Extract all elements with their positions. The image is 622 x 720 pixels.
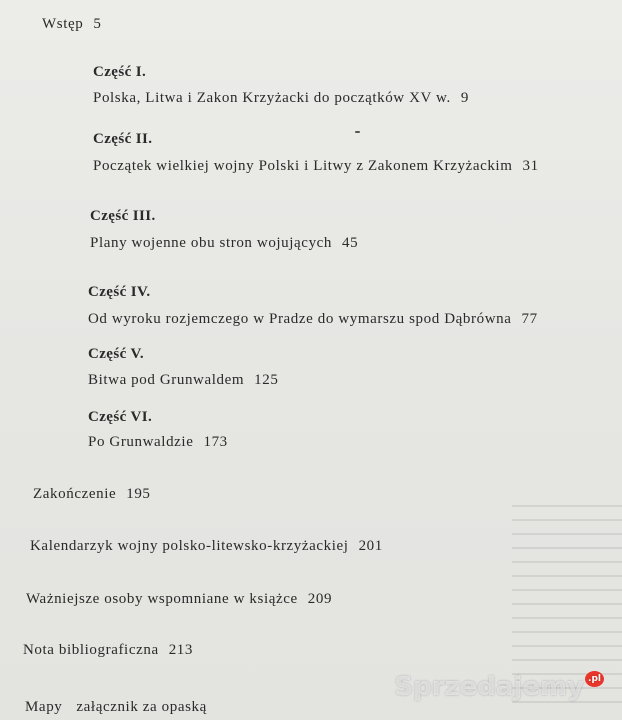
part-heading: Część I. — [93, 64, 147, 80]
toc-entry-part-4 — [88, 312, 538, 327]
toc-entry-part-2 — [93, 159, 539, 174]
entry-page: 213 — [168, 642, 194, 658]
toc-entry-part-5 — [88, 373, 278, 388]
entry-title: Polska, Litwa i Zakon Krzyżacki do początków XV w. — [93, 90, 451, 106]
watermark-logo — [394, 671, 604, 702]
part-heading: Część III. — [90, 208, 156, 224]
entry-title: Początek wielkiej wojny Polski i Litwy z Zakonem Krzyżackim — [93, 158, 513, 174]
entry-page: załącznik za opaską — [76, 699, 207, 715]
entry-title: Wstęp — [42, 16, 84, 32]
entry-title: Nota bibliograficzna — [23, 642, 159, 658]
entry-page: 9 — [460, 90, 469, 106]
entry-page: 125 — [254, 372, 279, 388]
toc-entry-part-6 — [88, 435, 228, 450]
entry-page: 173 — [203, 434, 228, 450]
watermark-badge: .pl — [585, 671, 604, 687]
part-heading: Część V. — [88, 346, 144, 362]
entry-title: Ważniejsze osoby wspomniane w książce — [26, 591, 298, 607]
entry-title: Mapy — [25, 699, 63, 715]
entry-title: Kalendarzyk wojny polsko-litewsko-krzyżackiej — [30, 538, 349, 554]
entry-page: 209 — [307, 591, 333, 607]
entry-title: Zakończenie — [33, 486, 117, 502]
toc-entry-maps — [25, 700, 207, 715]
entry-title: Po Grunwaldzie — [88, 434, 194, 450]
toc-entry-part-1 — [93, 91, 469, 106]
entry-page: 31 — [522, 158, 539, 174]
watermark-text: Sprzedajemy — [394, 672, 585, 702]
entry-page: 201 — [358, 538, 383, 554]
entry-title: Bitwa pod Grunwaldem — [88, 372, 245, 388]
toc-entry-bibliography — [23, 643, 193, 658]
part-heading: Część IV. — [88, 284, 151, 300]
toc-entry-persons — [26, 592, 332, 607]
entry-title: Od wyroku rozjemczego w Pradze do wymarszu spod Dąbrówna — [88, 311, 512, 327]
toc-entry-part-3 — [90, 236, 358, 251]
toc-entry-conclusion — [33, 487, 151, 502]
toc-entry-calendar — [30, 539, 383, 554]
entry-page: 195 — [126, 486, 151, 502]
toc-entry-intro — [42, 17, 101, 32]
entry-page: 45 — [342, 235, 359, 251]
entry-title: Plany wojenne obu stron wojujących — [90, 235, 333, 251]
entry-page: 77 — [521, 311, 538, 327]
paper-speck — [355, 131, 360, 133]
part-heading: Część II. — [93, 131, 153, 147]
part-heading: Część VI. — [88, 409, 153, 425]
entry-page: 5 — [93, 16, 102, 32]
